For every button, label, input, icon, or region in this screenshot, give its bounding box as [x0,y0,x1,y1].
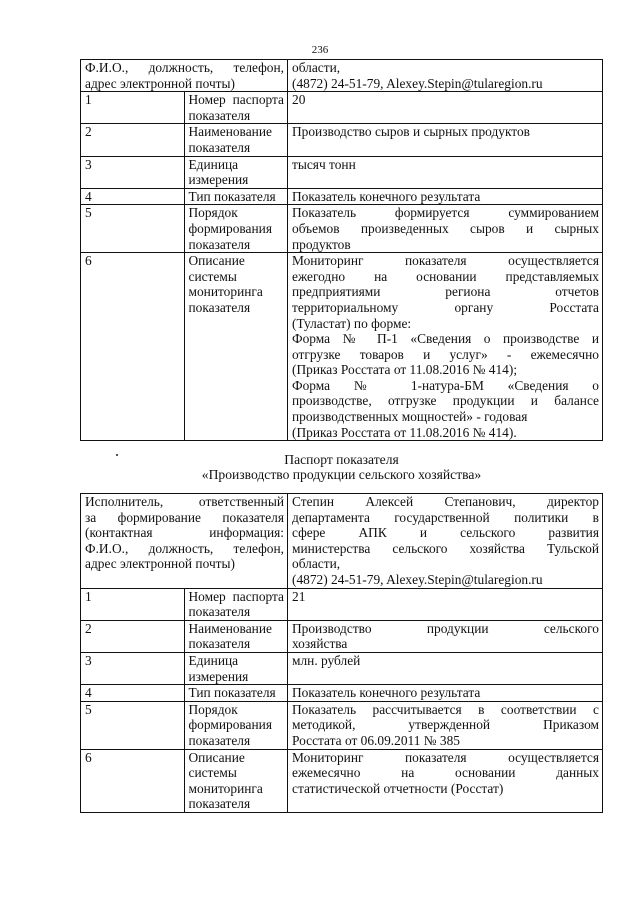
cell-line: предприятиями региона отчетов [292,284,599,300]
cell-line: Росстата от 06.09.2011 № 385 [292,732,460,748]
cell-line: Исполнитель, ответственный [85,494,284,509]
table-row [81,253,603,441]
row-number: 1 [81,92,185,124]
table-row [81,156,603,188]
row-label [184,701,288,749]
row-value [288,652,603,684]
row-number: 4 [81,188,185,205]
table-row [81,124,603,156]
row-value [288,685,603,702]
row-label [184,652,288,684]
table-row [81,620,603,652]
cell-line: адрес электронной почты) [85,556,235,572]
cell-line: Производство сыров и сырных продуктов [292,124,530,140]
row-value [288,749,603,812]
cell-line: ежемесячно на основании данных [292,765,599,781]
row-value [288,701,603,749]
cell-line: Описание системы [188,749,245,781]
table-header-row [81,494,603,589]
cell-line: Показатель конечного результата [292,685,481,701]
cell-line: адрес электронной почты) [85,75,235,91]
cell-line: (4872) 24-51-79, Alexey.Stepin@tularegion.ru [292,571,543,587]
cell-line: показателя [188,732,251,748]
cell-line: за формирование показателя [85,509,284,525]
cell-line: ежегодно на основании представляемых [292,268,599,284]
cell-line: Мониторинг показателя осуществляется [292,749,599,765]
cell-line: Показатель конечного результата [292,188,481,204]
cell-line: показателя [188,107,251,123]
row-number: 4 [81,685,185,702]
table-row [81,205,603,253]
cell-line: мониторинга показателя [188,780,263,812]
row-label [184,156,288,188]
row-label [184,205,288,253]
cell-line: Степин Алексей Степанович, директор [292,494,599,509]
table-row [81,701,603,749]
cell-line: Тип показателя [188,685,276,701]
cell-line: 20 [292,92,306,108]
cell-line: производственных мощностей» - годовая [292,409,528,425]
cell-line: Наименование показателя [188,124,272,155]
cell-line: хозяйства [292,636,348,652]
row-value [288,124,603,156]
row-label [184,188,288,205]
row-value [288,588,603,620]
cell-line: объемов произведенных сыров и сырных [292,220,599,236]
cell-line: Наименование показателя [188,620,272,652]
table-row [81,188,603,205]
cell-line: Показатель формируется суммированием [292,205,599,221]
cell-line: (контактная информация: [85,525,284,541]
cell-line: мониторинга показателя [188,284,263,315]
cell-line: (Туластат) по форме: [292,315,412,331]
cell-line: Тип показателя [188,188,276,204]
cell-line: Показатель рассчитывается в соответствии с [292,701,599,717]
cell-line: Номер паспорта [188,92,284,108]
row-label [184,620,288,652]
cell-line: Единица измерения [188,652,249,684]
responsible-label-cell [81,60,288,92]
cell-line: области, [292,60,341,75]
row-value [288,156,603,188]
row-label [184,588,288,620]
cell-line: сфере АПК и сельского развития [292,525,599,541]
cell-line: показателя [188,236,251,252]
table-row [81,92,603,124]
cell-line: 21 [292,588,306,604]
cell-line: отгрузке товаров и услуг» - ежемесячно [292,346,599,362]
cell-line: показателя [188,604,251,620]
cell-line: Описание системы [188,253,245,284]
page-number: 236 [311,44,329,56]
row-number: 5 [81,205,185,253]
row-label [184,124,288,156]
row-number: 2 [81,124,185,156]
row-value [288,92,603,124]
cell-line: области, [292,556,341,572]
responsible-value-cell [288,60,603,92]
row-value [288,188,603,205]
cell-line: статистической отчетности (Росстат) [292,780,504,796]
row-number: 6 [81,253,185,441]
cell-line: Ф.И.О., должность, телефон, [85,60,284,75]
cell-line: министерства сельского хозяйства Тульской [292,540,599,556]
cell-line: территориальному органу Росстата [292,299,599,315]
row-label [184,92,288,124]
cell-line: Производство продукции сельского [292,620,599,636]
cell-line: (Приказ Росстата от 11.08.2016 № 414); [292,362,518,378]
passport-table-21 [80,493,603,813]
row-number: 3 [81,652,185,684]
cell-line: Порядок формирования [188,701,272,733]
cell-line: Форма № П-1 «Сведения о производстве и [292,331,599,347]
cell-line: Мониторинг показателя осуществляется [292,253,599,269]
row-number: 5 [81,701,185,749]
cell-line: Единица измерения [188,156,249,188]
cell-line: Форма № 1-натура-БМ «Сведения о [292,377,599,393]
cell-line: Порядок формирования [188,205,272,236]
cell-line: департамента государственной политики в [292,509,599,525]
row-number: 1 [81,588,185,620]
responsible-label-cell [81,494,288,589]
cell-line: (4872) 24-51-79, Alexey.Stepin@tularegion.ru [292,75,543,91]
cell-line: продуктов [292,236,351,252]
row-label [184,749,288,812]
cell-line: методикой, утвержденной Приказом [292,717,599,733]
row-value [288,253,603,441]
responsible-value-cell [288,494,603,589]
passport-table-20 [80,59,603,441]
table-row [81,685,603,702]
row-number: 2 [81,620,185,652]
table-header-row [81,60,603,92]
row-number: 6 [81,749,185,812]
section-title-line1: Паспорт показателя [284,452,399,467]
table-row [81,588,603,620]
cell-line: тысяч тонн [292,156,356,172]
table-row [81,652,603,684]
row-label [184,685,288,702]
row-number: 3 [81,156,185,188]
row-value [288,620,603,652]
cell-line: Ф.И.О., должность, телефон, [85,540,284,556]
row-value [288,205,603,253]
section-title [80,452,603,482]
cell-line: производстве, отгрузке продукции и балансе [292,393,599,409]
table-row [81,749,603,812]
cell-line: (Приказ Росстата от 11.08.2016 № 414). [292,424,517,440]
cell-line: Номер паспорта [188,588,284,604]
cell-line: млн. рублей [292,652,361,668]
row-label [184,253,288,441]
section-title-line2: «Производство продукции сельского хозяйства» [201,467,482,482]
